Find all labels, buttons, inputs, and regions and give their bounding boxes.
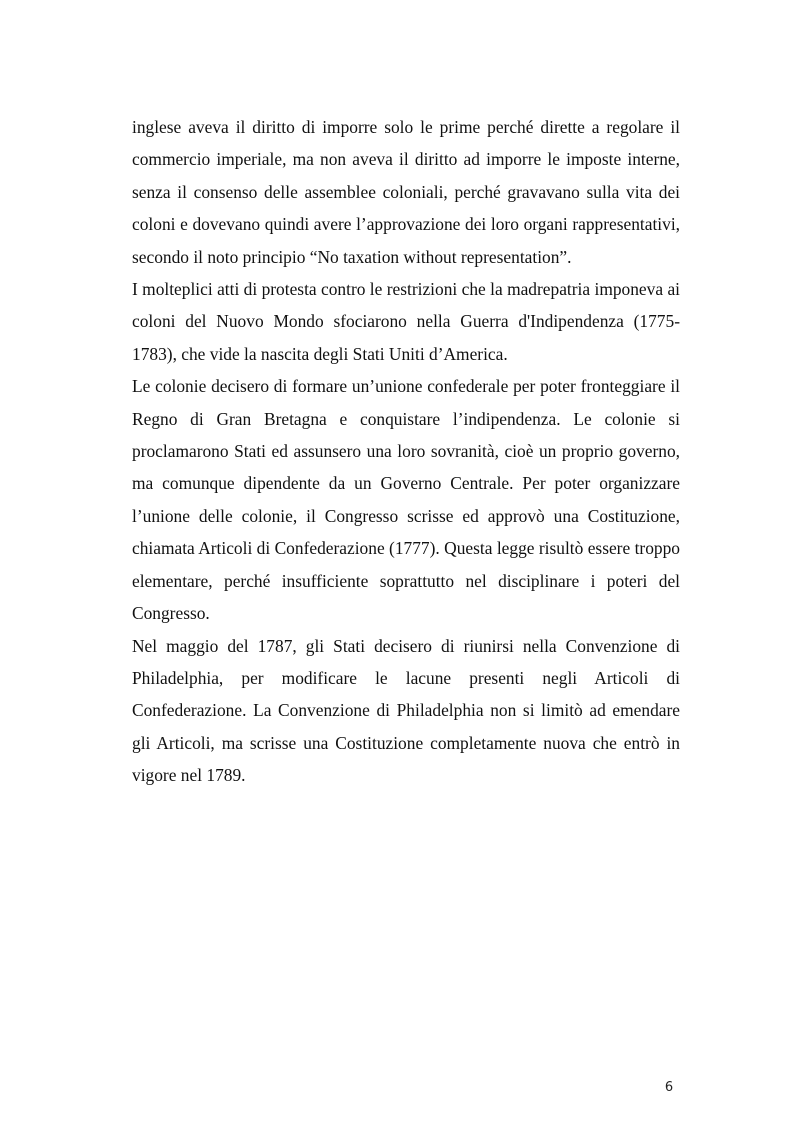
body-text	[132, 111, 680, 792]
paragraph-3: Le colonie decisero di formare un’unione confederale per poter fronteggiare il Regno di Gran Bretagna e conquistare l’indipendenza. Le colonie si proclamarono Stati ed assunsero una loro sovranità, cioè un proprio governo, ma comunque dipendente da un Governo Centrale. Per poter organizzare l’unione delle colonie, il Congresso scrisse ed approvò una Costituzione, chiamata Articoli di Confederazione (1777). Questa legge risultò essere troppo elementare, perché insufficiente soprattutto nel disciplinare i poteri del Congresso.	[132, 376, 680, 624]
page-number: 6	[664, 1080, 674, 1095]
paragraph-1: inglese aveva il diritto di imporre solo le prime perché dirette a regolare il commercio imperiale, ma non aveva il diritto ad imporre le imposte interne, senza il consenso delle assemblee coloniali, perché gravavano sulla vita dei coloni e dovevano quindi avere l’approvazione dei loro organi rappresentativi, secondo il noto principio “No taxation without representation”.	[132, 117, 680, 267]
paragraph-2: I molteplici atti di protesta contro le restrizioni che la madrepatria imponeva ai coloni del Nuovo Mondo sfociarono nella Guerra d'Indipendenza (1775-1783), che vide la nascita degli Stati Uniti d’America.	[132, 279, 680, 364]
paragraph-4: Nel maggio del 1787, gli Stati decisero di riunirsi nella Convenzione di Philadelphia, per modificare le lacune presenti negli Articoli di Confederazione. La Convenzione di Philadelphia non si limitò ad emendare gli Articoli, ma scrisse una Costituzione completamente nuova che entrò in vigore nel 1789.	[132, 635, 680, 786]
